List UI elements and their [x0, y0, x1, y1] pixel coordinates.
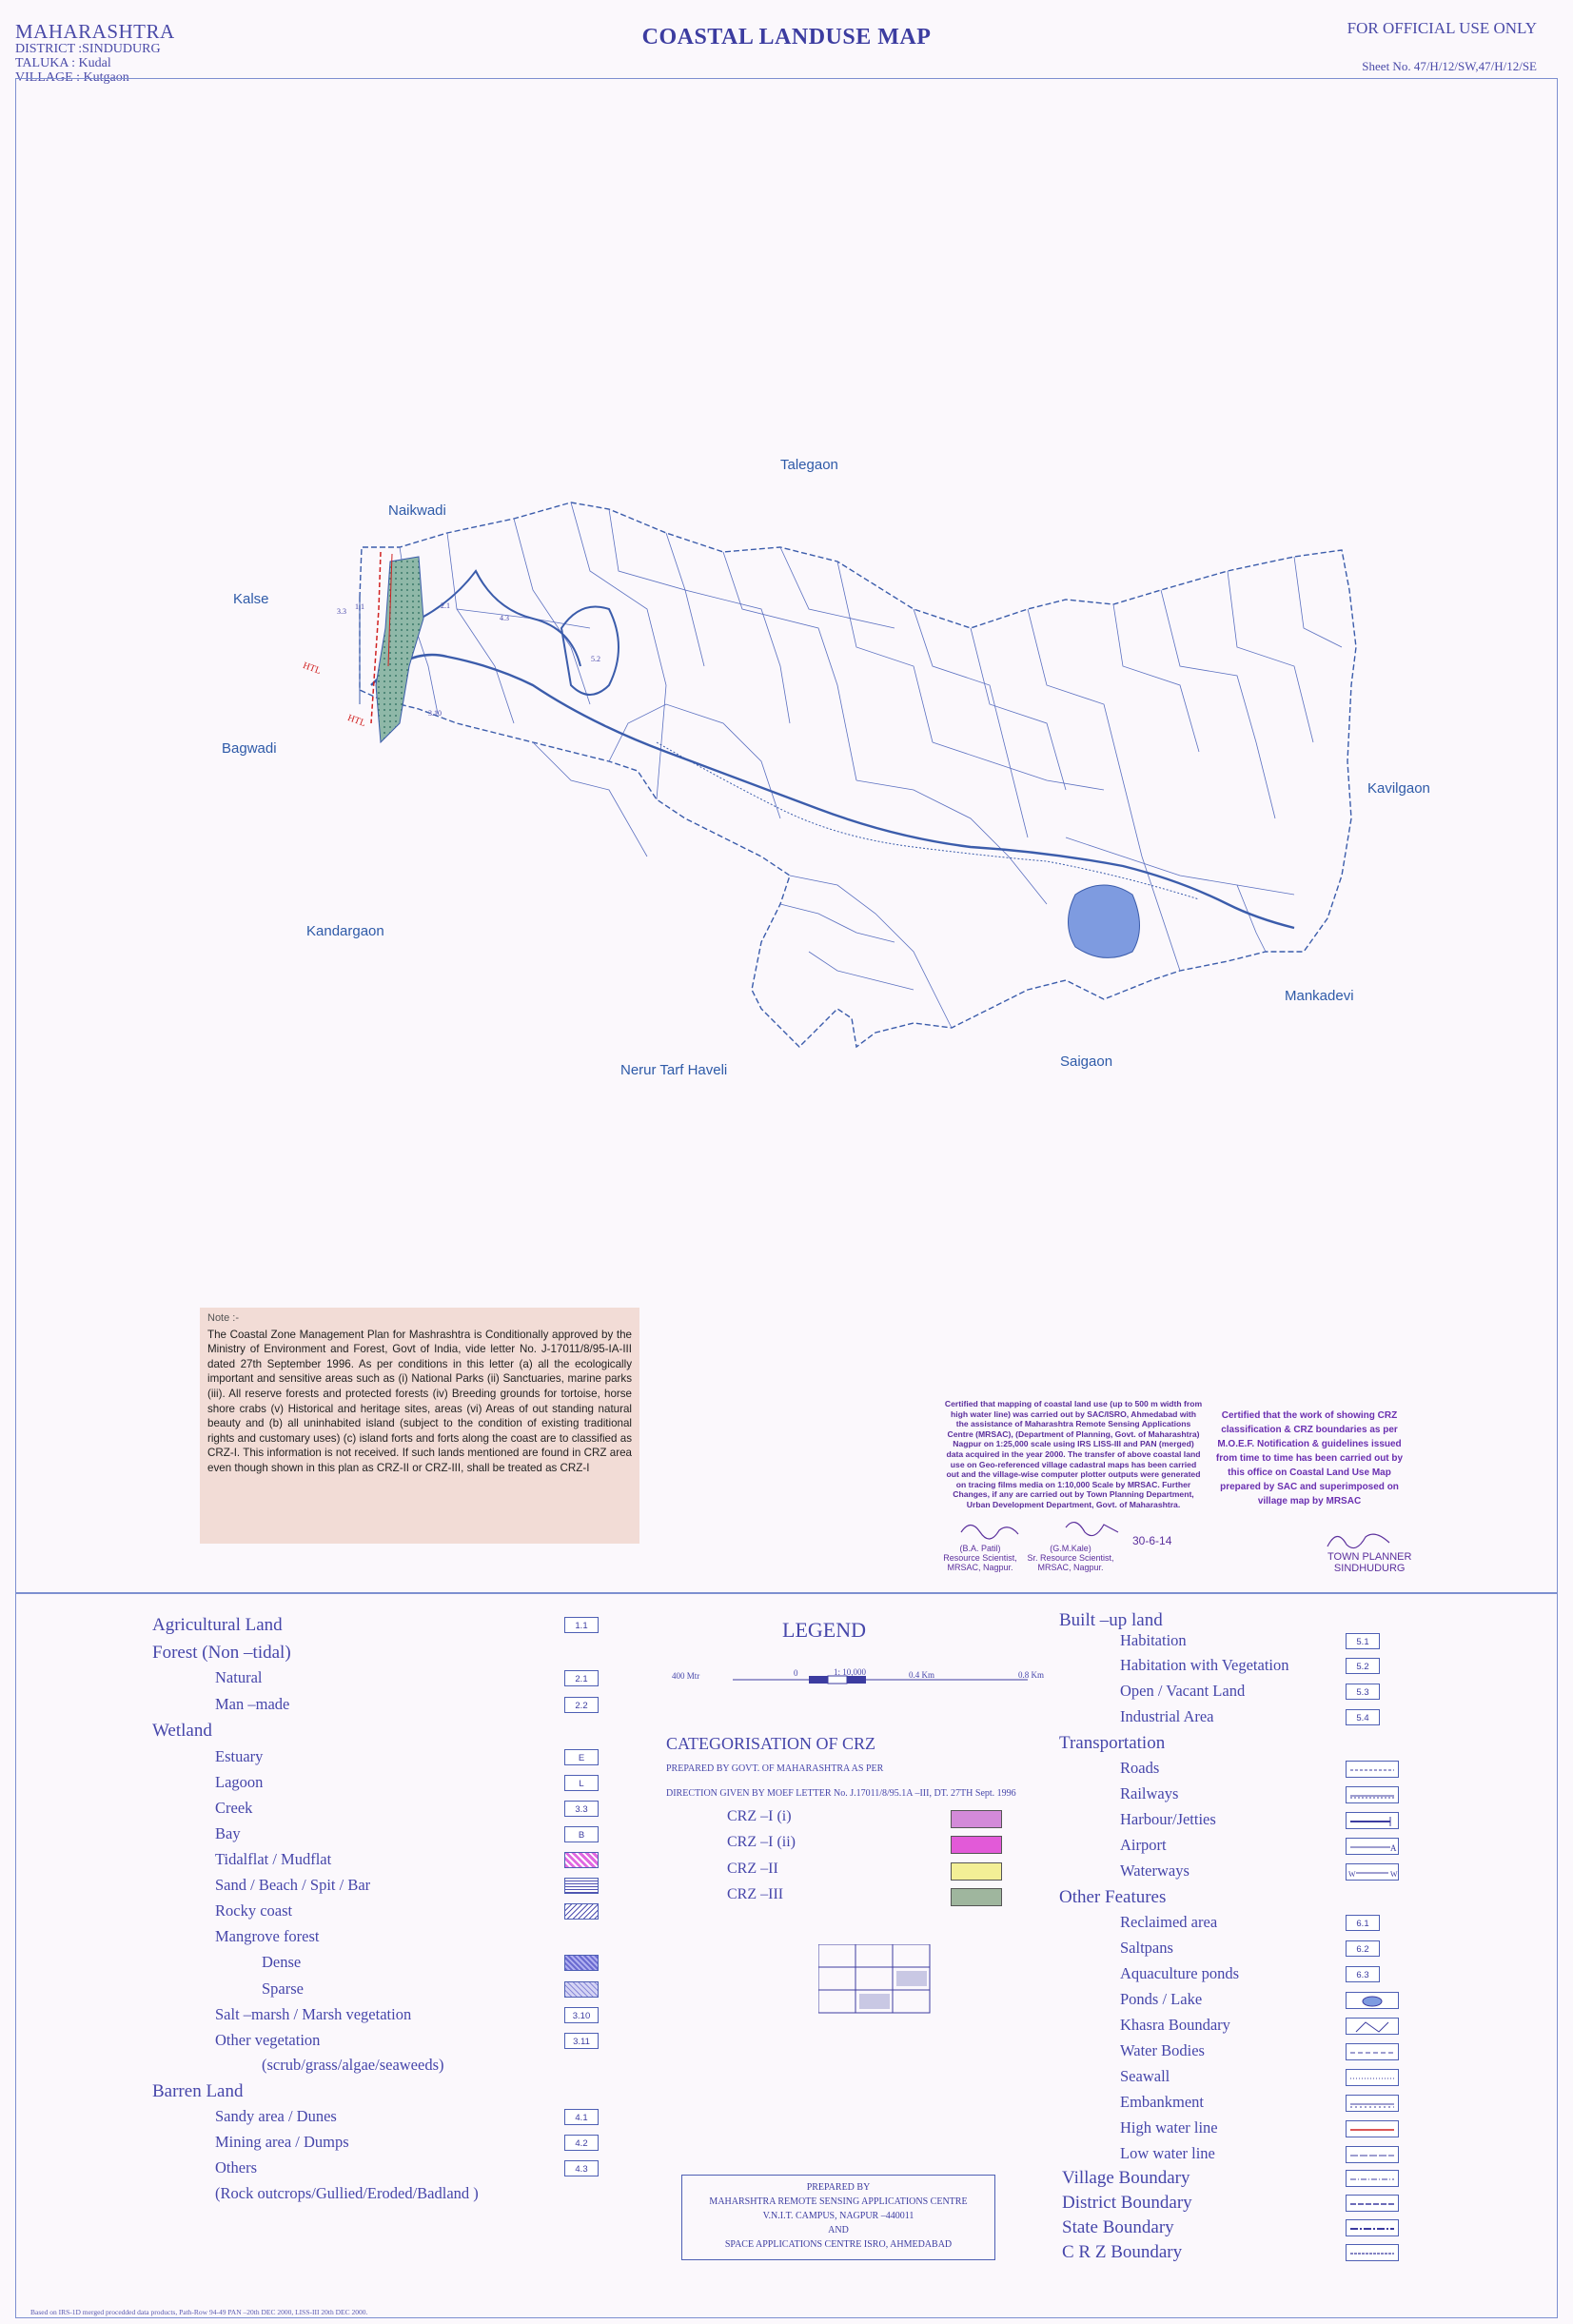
place-label: Mankadevi [1285, 988, 1354, 1004]
signatory-1-role: Resource Scientist, MRSAC, Nagpur. [943, 1553, 1017, 1572]
parcel-label: 5.2 [591, 655, 600, 663]
crz-item-label: CRZ –I (i) [727, 1808, 792, 1824]
crz-line1: PREPARED BY GOVT. OF MAHARASHTRA AS PER [666, 1763, 884, 1774]
village-name: VILLAGE : Kutgaon [15, 70, 129, 85]
parcel-label: 3.3 [337, 607, 346, 616]
legend-item-label: Sparse [262, 1979, 304, 1998]
signatory-1 [937, 1544, 1023, 1572]
legend-item-label: Sandy area / Dunes [215, 2107, 337, 2125]
map-title: COASTAL LANDUSE MAP [641, 25, 932, 49]
legend-item-label: Mining area / Dumps [215, 2133, 349, 2151]
legend-pattern-swatch [564, 1955, 599, 1971]
place-label: Nerur Tarf Haveli [620, 1062, 728, 1078]
legend-symbol-vb [1346, 2170, 1399, 2187]
legend-item-label: C R Z Boundary [1062, 2242, 1183, 2262]
sheet-number: Sheet No. 47/H/12/SW,47/H/12/SE [1362, 59, 1537, 73]
legend-item-label: Industrial Area [1120, 1707, 1214, 1725]
parcel-label: 2.1 [441, 601, 450, 610]
legend-item-label: Others [215, 2158, 257, 2176]
legend-item-label: Habitation with Vegetation [1120, 1656, 1289, 1674]
place-label: Kandargaon [306, 923, 384, 939]
legend-code-box: 2.1 [564, 1670, 599, 1686]
legend-code-box: 4.3 [564, 2160, 599, 2176]
crz-color-swatch [951, 1862, 1002, 1881]
legend-item-label: Wetland [152, 1721, 212, 1741]
legend-symbol-pond [1346, 1992, 1399, 2009]
legend-item-label: Harbour/Jetties [1120, 1810, 1216, 1828]
crz-line2: DIRECTION GIVEN BY MOEF LETTER No. J.17011/8/95.1A –III, DT. 27TH Sept. 1996 [666, 1788, 1016, 1799]
legend-item-label: Rocky coast [215, 1901, 293, 1920]
signatory-2 [1023, 1544, 1118, 1572]
legend-item-label: Open / Vacant Land [1120, 1682, 1246, 1700]
legend-item-label: Lagoon [215, 1773, 264, 1791]
legend-code-box: 6.2 [1346, 1940, 1380, 1957]
lake [1069, 885, 1140, 957]
legend-symbol-db [1346, 2195, 1399, 2212]
legend-code-box: 1.1 [564, 1617, 599, 1633]
legend-code-box: 5.4 [1346, 1709, 1380, 1725]
crz-title: CATEGORISATION OF CRZ [666, 1734, 876, 1753]
legend-code-box: 6.1 [1346, 1915, 1380, 1931]
signatory-1-name: (B.A. Patil) [959, 1544, 1001, 1553]
htl-label: HTL [301, 660, 323, 677]
signatory-2-name: (G.M.Kale) [1050, 1544, 1091, 1553]
planner-place: SINDHUDURG [1333, 1563, 1406, 1574]
legend-item-label: Ponds / Lake [1120, 1990, 1203, 2008]
legend-item-label: Estuary [215, 1747, 264, 1765]
legend-item-label: Saltpans [1120, 1939, 1173, 1957]
legend-item-label: Reclaimed area [1120, 1913, 1218, 1931]
legend-item-label: Aquaculture ponds [1120, 1964, 1240, 1982]
legend-item-label: (Rock outcrops/Gullied/Eroded/Badland ) [215, 2184, 479, 2202]
scale-zero: 0 [794, 1668, 798, 1678]
legend-symbol-khasra [1346, 2018, 1399, 2035]
signature-date: 30-6-14 [1132, 1534, 1172, 1547]
place-label: Kalse [233, 591, 269, 607]
legend-code-box: 5.2 [1346, 1658, 1380, 1674]
legend-item-label: Low water line [1120, 2144, 1215, 2162]
legend-item-label: (scrub/grass/algae/seaweeds) [262, 2056, 444, 2074]
legend-symbol-water [1346, 1863, 1399, 1881]
legend-symbol-harbour [1346, 1812, 1399, 1829]
legend-item-label: Natural [215, 1668, 263, 1686]
legend-code-box: L [564, 1775, 599, 1791]
legend-code-box: 4.2 [564, 2135, 599, 2151]
prep-line1: PREPARED BY [806, 2182, 871, 2193]
legend-item-label: District Boundary [1062, 2193, 1192, 2213]
scale-left: 400 Mtr [672, 1671, 700, 1681]
legend-symbol-lwl [1346, 2146, 1399, 2163]
railway [657, 742, 1199, 899]
legend-item-label: Barren Land [152, 2081, 244, 2101]
legend-item-label: Transportation [1059, 1733, 1166, 1753]
legend-code-box: B [564, 1826, 599, 1842]
legend-symbol-road [1346, 1761, 1399, 1778]
official-use-label: FOR OFFICIAL USE ONLY [1347, 19, 1537, 37]
legend-item-label: Bay [215, 1824, 241, 1842]
crz-color-swatch [951, 1836, 1002, 1854]
legend-item-label: Water Bodies [1120, 2041, 1205, 2059]
mapping-certificate: Certified that mapping of coastal land use (up to 500 m width from high water line) was carried out by SAC/ISRO, Ahmedabad with the assistance of Maharashtra Remote Sensing Applications Centre (MRSAC), (Department of Planning, Govt. of Maharashtra) Nagpur on 1:25,000 scale using IRS LISS-III and PAN (merged) data acquired in the year 2000. The transfer of above coastal land use on Geo-referenced village cadastral maps has been carried out and the village-wise computer plotter outputs were generated on tracing films media on 1:10,000 Scale by MRSAC. Further Changes, if any are carried out by Town Planning Department, Urban Development Department, Govt. of Maharashtra. [944, 1399, 1203, 1509]
legend-title: LEGEND [782, 1618, 866, 1642]
legend-item-label: Man –made [215, 1695, 290, 1713]
mangrove-strip [376, 557, 423, 742]
place-label: Kavilgaon [1367, 780, 1430, 797]
legend-item-label: Other Features [1059, 1887, 1167, 1907]
crz-item-label: CRZ –III [727, 1886, 784, 1902]
prep-line4: AND [828, 2225, 849, 2235]
legend-item-label: Agricultural Land [152, 1615, 283, 1635]
legend-pattern-swatch [564, 1878, 599, 1894]
planner-title: TOWN PLANNER [1327, 1551, 1412, 1563]
legend-item-label: Seawall [1120, 2067, 1170, 2085]
prepared-by [681, 2175, 995, 2260]
legend-symbol-sb [1346, 2219, 1399, 2236]
legend-item-label: Village Boundary [1062, 2168, 1190, 2188]
parcel-label: 4.3 [500, 614, 509, 622]
svg-text:A: A [1390, 1843, 1397, 1853]
scale-mid: 0.4 Km [909, 1670, 934, 1680]
htl-label: HTL [345, 713, 367, 729]
place-label: Talegaon [780, 457, 838, 473]
place-label: Saigaon [1060, 1054, 1113, 1070]
khasra-boundaries [400, 502, 1342, 1028]
legend-item-label: Salt –marsh / Marsh vegetation [215, 2005, 412, 2023]
prep-line5: SPACE APPLICATIONS CENTRE ISRO, AHMEDABAD [724, 2239, 953, 2250]
scale-ratio: 1: 10,000 [834, 1667, 867, 1677]
note-text: The Coastal Zone Management Plan for Mashrashtra is Conditionally approved by the Ministry of Environment and Forest, Govt of India, vide letter No. J-17011/8/95-IA-III dated 27th September 1996. As per conditions in this letter (a) all the ecologically important and sensitive areas such as (i) National Parks (ii) Sanctuaries, marine parks (iii). All reserve forests and protected forests (iv) Breeding grounds for tortoise, horse shore crabs (v) Historical and heritage sites, areas (vi) Areas of out standing natural beauty and (b) all uninhabited island (subject to the condition of existing traditional rights and customary uses) (c) island forts and forts along the coast are to classified as CRZ-I. This information is not received. If such lands mentioned are found in CRZ area even though shown in this plan as CRZ-II or CRZ-III, shall be treated as CRZ-I [207, 1328, 632, 1474]
footer-note: Based on IRS-1D merged procedded data products, Path-Row 94-49 PAN –20th DEC 2000, LISS-III 20th DEC 2000. [30, 2308, 368, 2316]
legend-code-box: 3.11 [564, 2033, 599, 2049]
parcel-label: 3.10 [428, 709, 442, 718]
legend-item-label: Tidalflat / Mudflat [215, 1850, 332, 1868]
legend-item-label: Roads [1120, 1759, 1160, 1777]
legend-item-label: Sand / Beach / Spit / Bar [215, 1876, 371, 1894]
crz-color-swatch [951, 1888, 1002, 1906]
parcel-label: 1.1 [355, 602, 364, 611]
state-name: MAHARASHTRA [15, 20, 175, 43]
crz-certificate: Certified that the work of showing CRZ classification & CRZ boundaries as per M.O.E.F. Notification & guidelines issued from time to time has been carried out by this office on Coastal Land Use Map prepared by SAC and superimposed on village map by MRSAC [1215, 1410, 1404, 1507]
legend-symbol-embank [1346, 2095, 1399, 2112]
legend-pattern-swatch [564, 1903, 599, 1920]
legend-item-label: Habitation [1120, 1631, 1187, 1649]
legend-pattern-swatch [564, 1852, 599, 1868]
legend-item-label: State Boundary [1062, 2217, 1174, 2237]
legend-code-box: 6.3 [1346, 1966, 1380, 1982]
legend-item-label: Creek [215, 1799, 253, 1817]
legend-item-label: High water line [1120, 2118, 1218, 2137]
legend-symbol-seawall [1346, 2069, 1399, 2086]
legend-item-label: Other vegetation [215, 2031, 321, 2049]
legend-symbol-hwl [1346, 2120, 1399, 2137]
legend-symbol-rail [1346, 1786, 1399, 1803]
town-planner [1327, 1551, 1411, 1574]
legend-item-label: Embankment [1120, 2093, 1204, 2111]
village-boundary [360, 502, 1356, 1047]
crz-color-swatch [951, 1810, 1002, 1828]
legend-item-label: Dense [262, 1953, 302, 1971]
svg-text:W: W [1348, 1870, 1356, 1879]
legend-symbol-crzb [1346, 2244, 1399, 2261]
prep-line3: V.N.I.T. CAMPUS, NAGPUR –440011 [762, 2211, 914, 2221]
legend-item-label: Waterways [1120, 1861, 1190, 1880]
legend-symbol-waterbody [1346, 2043, 1399, 2060]
legend-item-label: Khasra Boundary [1120, 2016, 1230, 2034]
legend-code-box: 3.10 [564, 2007, 599, 2023]
legend-item-label: Railways [1120, 1784, 1179, 1802]
district-name: DISTRICT :SINDUDURG [15, 42, 161, 56]
legend-item-label: Forest (Non –tidal) [152, 1643, 291, 1663]
legend-code-box: 4.1 [564, 2109, 599, 2125]
legend-item-label: Airport [1120, 1836, 1167, 1854]
grid-index [818, 1944, 933, 2016]
legend-code-box: 5.1 [1346, 1633, 1380, 1649]
note-heading: Note :- [207, 1312, 240, 1324]
scale-right: 0.8 Km [1018, 1670, 1044, 1680]
legend-pattern-swatch [564, 1981, 599, 1998]
legend-item-label: Mangrove forest [215, 1927, 320, 1945]
legend-item-label: Built –up land [1059, 1610, 1163, 1630]
crz-item-label: CRZ –II [727, 1861, 778, 1877]
legend-code-box: E [564, 1749, 599, 1765]
legend-symbol-airport [1346, 1838, 1399, 1855]
crz-note [200, 1308, 639, 1544]
taluka-name: TALUKA : Kudal [15, 56, 111, 70]
legend-code-box: 2.2 [564, 1697, 599, 1713]
place-label: Bagwadi [222, 740, 277, 757]
legend-code-box: 5.3 [1346, 1684, 1380, 1700]
legend-code-box: 3.3 [564, 1801, 599, 1817]
signatory-2-role: Sr. Resource Scientist, MRSAC, Nagpur. [1027, 1553, 1114, 1572]
crz-item-label: CRZ –I (ii) [727, 1834, 796, 1850]
place-label: Naikwadi [388, 502, 446, 519]
prep-line2: MAHARSHTRA REMOTE SENSING APPLICATIONS CENTRE [709, 2196, 968, 2207]
svg-text:W: W [1390, 1870, 1398, 1879]
